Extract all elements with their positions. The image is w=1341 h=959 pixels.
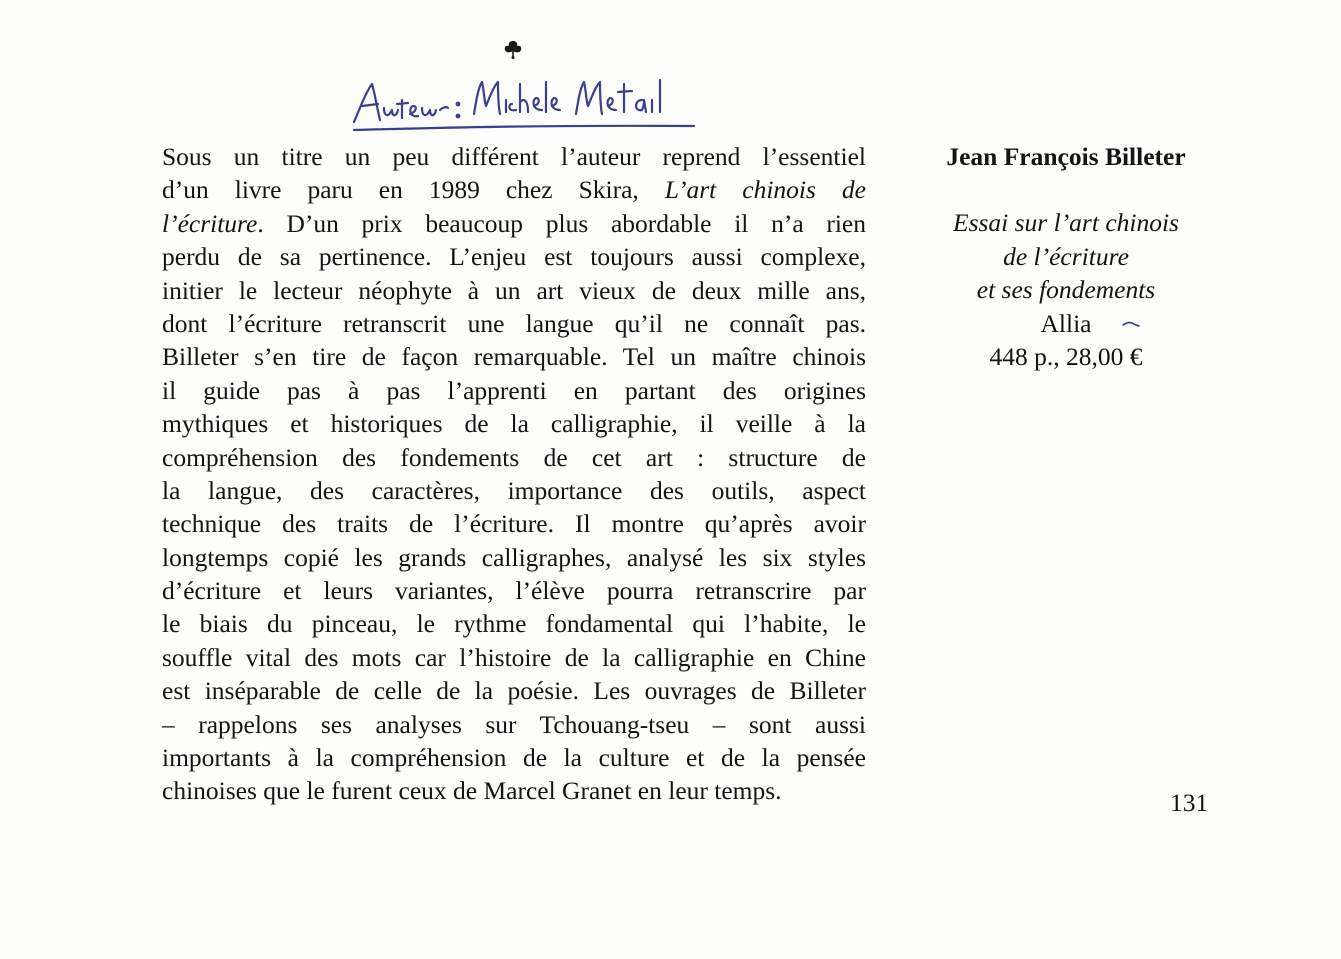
book-title-line-2: de l’écriture [1003,241,1129,271]
book-title-line-1: Essai sur l’art chinois [953,208,1179,238]
review-text-run: Sous un titre un peu différent l’auteur reprend l’essentiel [162,142,866,171]
review-italic-title: L’art chinois de [664,175,866,205]
review-line [162,541,866,574]
review-line [162,607,866,640]
review-line [162,274,866,307]
book-publisher: Allia [1040,308,1092,338]
review-text-run: compréhension des fondements de cet art : structure de [162,442,866,472]
review-line [162,207,866,240]
review-body-text [162,140,866,808]
review-text-run: est inséparable de celle de la poésie. Les ouvrages de Billeter [162,676,866,706]
page-number: 131 [1170,788,1209,817]
review-text-run: chinoises que le furent ceux de Marcel Granet en leur temps. [162,776,782,806]
review-text-run: – rappelons ses analyses sur Tchouang-tseu – sont aussi [162,709,866,739]
fleuron-ornament-icon [502,38,524,60]
review-text-run: dont l’écriture retranscrit une langue qu’il ne connaît pas. [162,308,866,338]
pen-tick-mark-icon [1122,320,1140,328]
review-line [162,441,866,474]
review-text-run: technique des traits de l’écriture. Il montre qu’après avoir [162,509,866,539]
review-text-run: la langue, des caractères, importance des outils, aspect [162,475,866,505]
review-line [162,741,866,774]
review-line [162,374,866,407]
review-line [162,340,866,373]
review-text-run: d’un livre paru en 1989 chez Skira, [162,175,665,205]
review-line [162,574,866,607]
review-text-run: . D’un prix beaucoup plus abordable il n’a rien [257,208,866,238]
handwritten-author-note [350,70,720,135]
review-line [162,474,866,507]
review-text-run: souffle vital des mots car l’histoire de la calligraphie en Chine [162,642,866,672]
review-line [162,641,866,674]
book-pages-price: 448 p., 28,00 € [989,342,1143,372]
review-text-run: Billeter s’en tire de façon remarquable. Tel un maître chinois [162,342,866,372]
review-line [162,173,866,206]
review-line [162,307,866,340]
review-text-run: d’écriture et leurs variantes, l’élève pourra retranscrire par [162,576,866,606]
review-text-run: initier le lecteur néophyte à un art vieux de deux mille ans, [162,275,866,305]
review-line [162,774,866,807]
book-author: Jean François Billeter [946,142,1186,171]
review-line [162,674,866,707]
review-text-run: longtemps copié les grands calligraphes, analysé les six styles [162,542,866,572]
review-text-run: mythiques et historiques de la calligraphie, il veille à la [162,409,866,439]
book-details [918,140,1214,373]
review-text-run: perdu de sa pertinence. L’enjeu est toujours aussi complexe, [162,242,866,272]
review-text-run: le biais du pinceau, le rythme fondamental qui l’habite, le [162,609,866,639]
review-line [162,140,866,173]
review-line [162,240,866,273]
review-text-run: il guide pas à pas l’apprenti en partant des origines [162,375,866,405]
review-line [162,708,866,741]
review-line [162,507,866,540]
review-text-run: importants à la compréhension de la culture et de la pensée [162,743,866,773]
review-italic-title: l’écriture [162,208,258,238]
book-title-line-3: et ses fondements [976,275,1156,305]
review-line [162,407,866,440]
